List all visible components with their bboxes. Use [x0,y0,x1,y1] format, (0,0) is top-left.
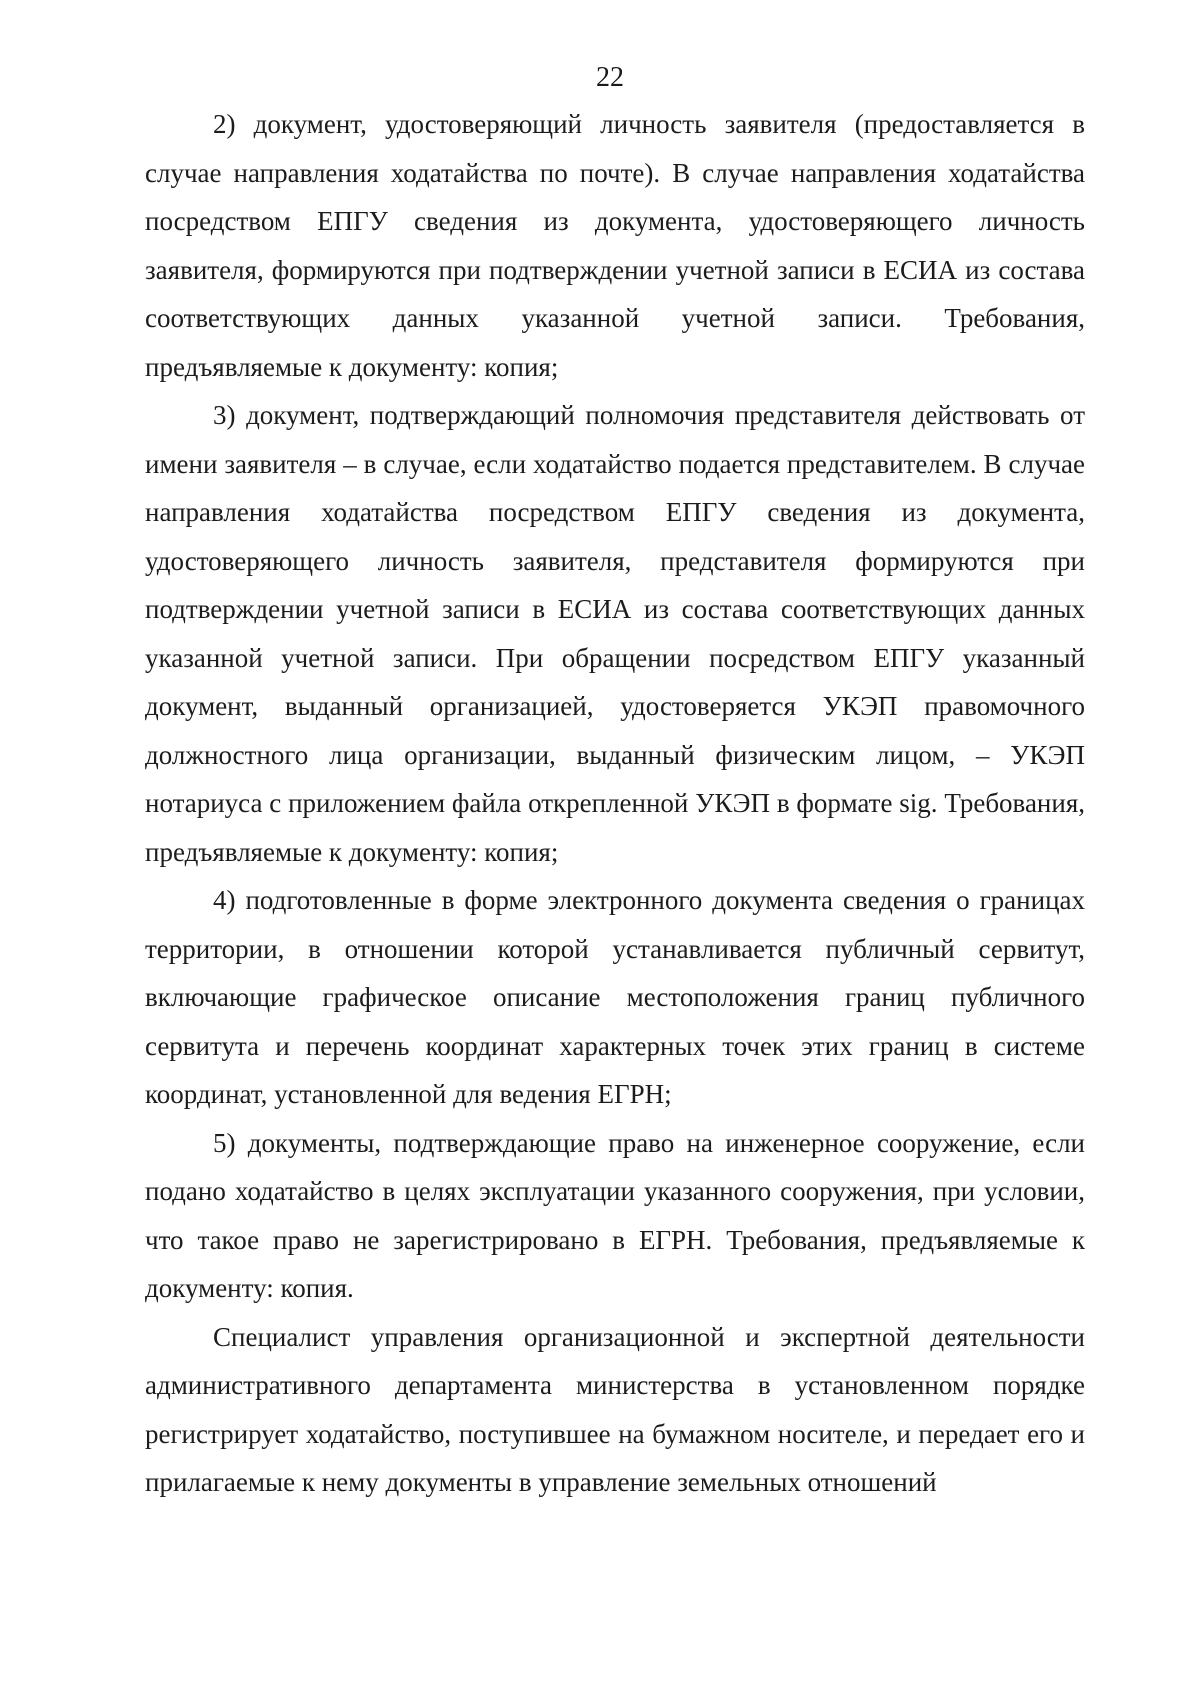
paragraph-item-3: 3) документ, подтверждающий полномочия представителя действовать от имени заявителя – в случае, если ходатайство подается представителем. В случае направления ходатайства посредством ЕПГУ сведения из документа, удостоверяющего личность заявителя, представителя формируются при подтверждении учетной записи в ЕСИА из состава соответствующих данных указанной учетной записи. При обращении посредством ЕПГУ указанный документ, выданный организацией, удостоверяется УКЭП правомочного должностного лица организации, выданный физическим лицом, – УКЭП нотариуса с приложением файла открепленной УКЭП в формате sig. Требования, предъявляемые к документу: копия; [145,400,1085,867]
document-body [145,100,1085,1507]
paragraph-item-5: 5) документы, подтверждающие право на инженерное сооружение, если подано ходатайство в целях эксплуатации указанного сооружения, при условии, что такое право не зарегистрировано в ЕГРН. Требования, предъявляемые к документу: копия. [145,1127,1085,1303]
page-number: 22 [596,62,624,93]
paragraph-item-2: 2) документ, удостоверяющий личность заявителя (предоставляется в случае направления ходатайства по почте). В случае направления ходатайства посредством ЕПГУ сведения из документа, удостоверяющего личность заявителя, формируются при подтверждении учетной записи в ЕСИА из состава соответствующих данных указанной учетной записи. Требования, предъявляемые к документу: копия; [145,109,1085,382]
paragraph-specialist: Специалист управления организационной и экспертной деятельности административного департамента министерства в установленном порядке регистрирует ходатайство, поступившее на бумажном носителе, и передает его и прилагаемые к нему документы в управление земельных отношений [145,1321,1085,1497]
paragraph-item-4: 4) подготовленные в форме электронного документа сведения о границах территории, в отношении которой устанавливается публичный сервитут, включающие графическое описание местоположения границ публичного сервитута и перечень координат характерных точек этих границ в системе координат, установленной для ведения ЕГРН; [145,885,1085,1109]
